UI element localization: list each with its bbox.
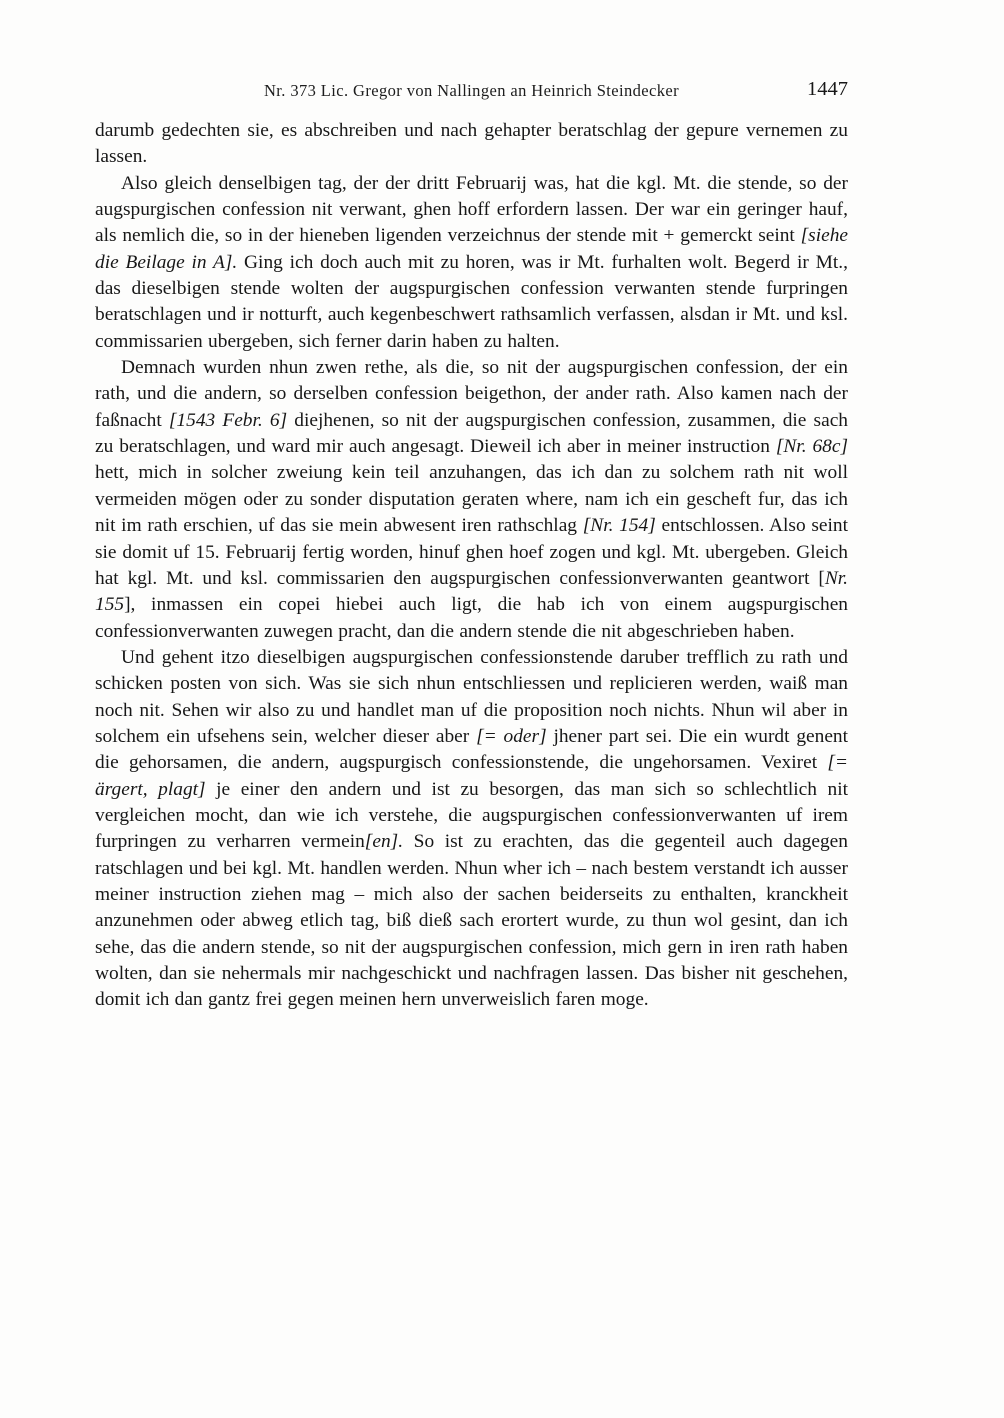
text-run: So ist zu erachten, das die gegenteil auch dagegen ratschlagen und bei kgl. Mt. handlen werden. Nhun wher ich – nach bestem verstandt ich ausser meiner instruction ziehen mag – mich also der sachen beiderseits zu enthalten, kranckheit anzunehmen oder abweg etlich tag, biß dieß sach erortert wurde, zu thun wol gesint, dan ich sehe, das die andern stende, so nit der augspurgischen confession, mich gern in iren rath haben wolten, dan sie nehermals mir nachgeschickt und nachfragen lassen. Das bisher nit geschehen, domit ich dan gantz frei gegen meinen hern unverweislich faren moge. (95, 831, 848, 1011)
text-run: entschlossen. Also seint sie domit uf 15. Februarij fertig worden, hinuf ghen hoef zogen und kgl. Mt. ubergeben. Gleich hat kgl. Mt. und ksl. commissarien den augspurgischen confessionverwanten geantwort [ (95, 515, 848, 589)
page-number: 1447 (807, 78, 848, 100)
text-run: hett, mich in solcher zweiung kein teil anzuhangen, das ich dan zu solchem rath nit woll vermeiden mögen oder zu sonder disputation geraten where, nam ich ein gescheft fur, das ich nit im rath erschien, uf das sie mein abwesent iren rathschlag (95, 462, 848, 537)
page-header (95, 78, 848, 104)
text-run: Ging ich doch auch mit zu horen, was ir Mt. furhalten wolt. Begerd ir Mt., das dieselbigen stende wolten der augspurgischen confession verwanten stende furpringen beratschlagen und ir notturft, auch kegenbeschwert rathsamlich verfassen, alsdan ir Mt. und ksl. commissarien ubergeben, sich ferner darin haben zu halten. (95, 251, 848, 352)
editorial-note: [siehe die Beilage in A]. (95, 225, 848, 273)
paragraph (95, 118, 848, 171)
text-run: je einer den andern und ist zu besorgen, das man sich so schlechtlich nit vergleichen mocht, dan wie ich verstehe, die augspurgischen confessionverwanten uf irem furpringen zu verharren vermein (95, 778, 848, 853)
page-body (95, 118, 848, 1014)
text-block (95, 78, 848, 1014)
text-run: Demnach wurden nhun zwen rethe, als die, so nit der augspurgischen confession, der ein rath, und die andern, so derselben confession beigethon, der ander rath. Also kamen nach der faßnacht (95, 357, 848, 431)
editorial-note: [Nr. 68c] (775, 436, 848, 458)
editorial-note: [= ärgert, plagt] (95, 752, 848, 800)
editorial-note: [Nr. 154] (582, 515, 656, 537)
editorial-note: Nr. 155 (95, 567, 848, 616)
editorial-note: [= oder] (476, 725, 547, 747)
text-run: jhener part sei. Die ein wurdt genent die gehorsamen, die andern, augspurgisch confessionstende, die ungehorsamen. Vexiret (95, 725, 849, 774)
text-run: diejhenen, so nit der augspurgischen confession, zusammen, die sach zu beratschlagen, und ward mir auch angesagt. Dieweil ich aber in meiner instruction (95, 409, 848, 458)
paragraph (95, 171, 848, 355)
text-run: darumb gedechten sie, es abschreiben und nach gehapter beratschlag der gepure vernemen zu lassen. (95, 120, 848, 168)
text-run: Und gehent itzo dieselbigen augspurgischen confessionstende daruber trefflich zu rath und schicken posten von sich. Was sie sich nhun entschliessen und replicieren werden, waiß man noch nit. Sehen wir also zu und handlet man uf die proposition noch nichts. Nhun wil aber in solchem ein ufsehens sein, welcher dieser aber (95, 646, 848, 747)
text-run: ], inmassen ein copei hiebei auch ligt, die hab ich von einem augspurgischen confessionverwanten zuwegen pracht, dan die andern stende die nit abgeschrieben haben. (95, 594, 848, 642)
paragraph (95, 355, 848, 645)
editorial-note: [1543 Febr. 6] (168, 409, 288, 431)
editorial-note: [en]. (364, 831, 404, 853)
running-header-title: Nr. 373 Lic. Gregor von Nallingen an Heinrich Steindecker (263, 81, 679, 100)
text-run: Also gleich denselbigen tag, der der dritt Februarij was, hat die kgl. Mt. die stende, so der augspurgischen confession nit verwant, ghen hoff erfordern lassen. Der war ein geringer hauf, als nemlich die, so in der hieneben ligenden verzeichnus der stende mit + gemerckt seint (95, 172, 848, 247)
paragraph (95, 645, 848, 1014)
